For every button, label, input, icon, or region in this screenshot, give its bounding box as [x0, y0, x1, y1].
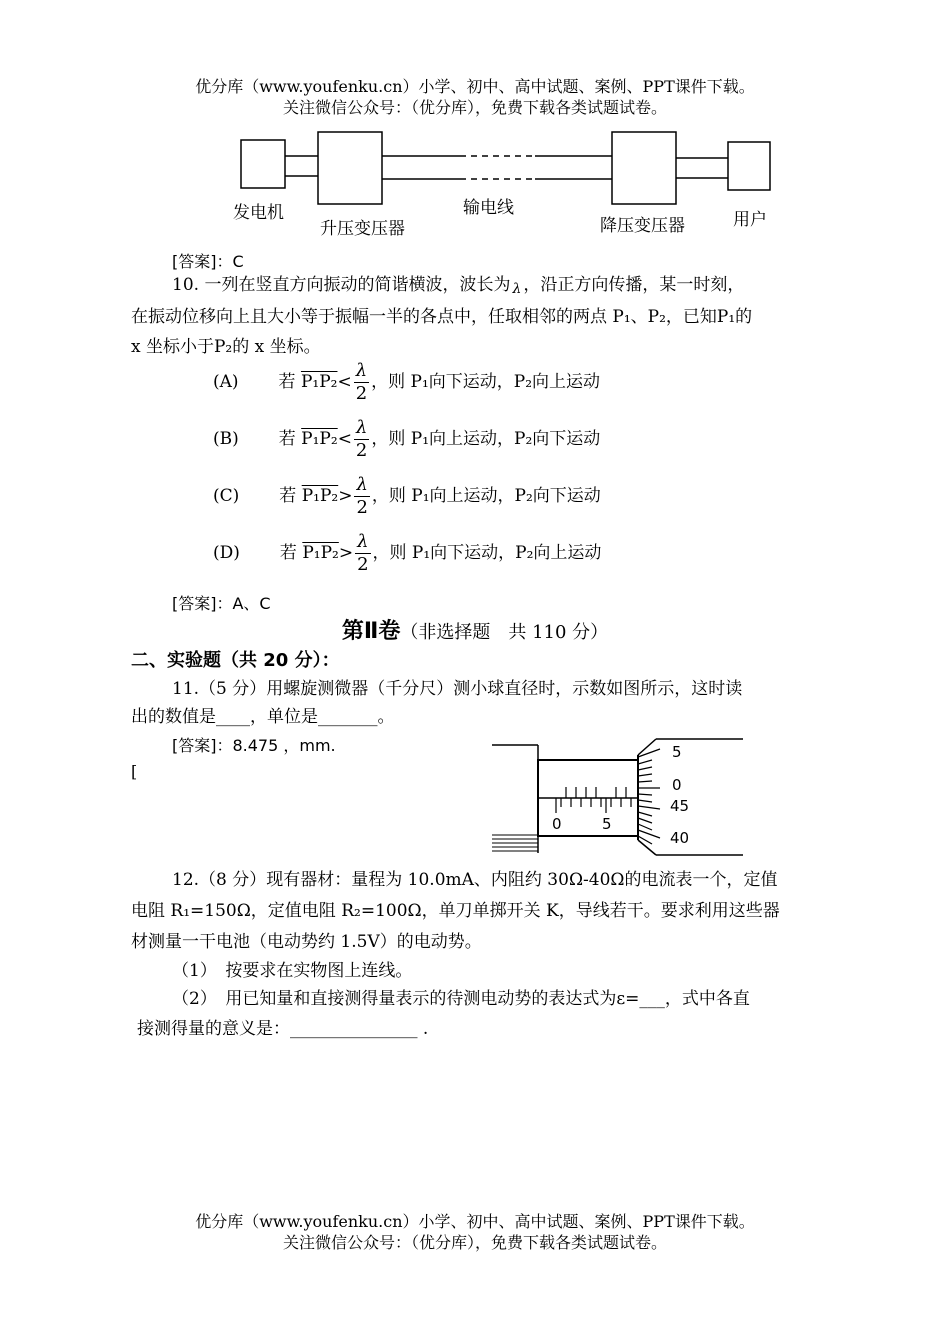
- thimble-label-45: 45: [670, 797, 690, 815]
- generator-box: [241, 140, 285, 188]
- q10-line-3: x 坐标小于P₂的 x 坐标。: [131, 337, 321, 357]
- q10-line-2: 在振动位移向上且大小等于振幅一半的各点中，任取相邻的两点 P₁、P₂，已知P₁的: [131, 307, 753, 327]
- section-2-heading: 二、实验题（共 20 分）：: [131, 650, 340, 671]
- q12-line-3: 材测量一干电池（电动势约 1.5V）的电动势。: [131, 932, 482, 952]
- sleeve-label-0: 0: [552, 815, 562, 833]
- q11-line-1: 11.（5 分）用螺旋测微器（千分尺）测小球直径时，示数如图所示，这时读: [172, 679, 743, 699]
- header-line-1: 优分库（www.youfenku.cn）小学、初中、高中试题、案例、PPT课件下载。: [195, 77, 755, 96]
- thimble-label-0: 0: [672, 776, 682, 794]
- q12-line-2: 电阻 R₁=150Ω，定值电阻 R₂=100Ω，单刀单掷开关 K，导线若干。要求利用这些器: [131, 901, 780, 921]
- q11-line-2: 出的数值是____，单位是_______。: [131, 707, 395, 727]
- q10-option-c: (C) 若 P₁P₂> $\frac{\lambda}{2}$ ，则 P₁向上运动，P₂向下运动: [213, 474, 601, 518]
- user-box: [728, 142, 770, 190]
- q11-bracket: [: [131, 762, 138, 781]
- q10-option-d: (D) 若 P₁P₂> $\frac{\lambda}{2}$ ，则 P₁向下运动，P₂向上运动: [213, 531, 602, 575]
- sleeve-label-5: 5: [602, 815, 612, 833]
- q11-answer: [答案]：8.475 ，mm.: [172, 736, 336, 755]
- part2-title: 第Ⅱ卷（非选择题 共 110 分）: [341, 619, 609, 644]
- q12-sub-2: （2） 用已知量和直接测得量表示的待测电动势的表达式为ε=___，式中各直: [172, 989, 750, 1009]
- q12-line-1: 12.（8 分）现有器材：量程为 10.0mA、内阻约 30Ω-40Ω的电流表一个，定值: [172, 870, 778, 890]
- q10-option-b: (B) 若 P₁P₂< $\frac{\lambda}{2}$ ，则 P₁向上运动，P₂向下运动: [213, 417, 601, 461]
- generator-label: 发电机: [233, 203, 284, 223]
- power-transmission-diagram: [230, 128, 790, 238]
- micrometer-diagram: [488, 735, 748, 857]
- step-up-label: 升压变压器: [320, 219, 405, 239]
- thimble-label-5: 5: [672, 743, 682, 761]
- q10-option-a: (A) 若 P₁P₂< $\frac{\lambda}{2}$ ，则 P₁向下运动，P₂向上运动: [213, 360, 601, 404]
- step-up-transformer-box: [318, 132, 382, 204]
- q10-answer: [答案]：A、C: [172, 594, 271, 613]
- transmission-line-label: 输电线: [463, 198, 514, 218]
- q10-line-1: 10. 一列在竖直方向振动的简谐横波，波长为 λ ，沿正方向传播，某一时刻，: [172, 275, 745, 297]
- footer-line-1: 优分库（www.youfenku.cn）小学、初中、高中试题、案例、PPT课件下载。: [195, 1212, 755, 1231]
- q12-sub-1: （1） 按要求在实物图上连线。: [172, 961, 413, 981]
- user-label: 用户: [733, 210, 767, 230]
- header-line-2: 关注微信公众号：（优分库），免费下载各类试题试卷。: [282, 98, 667, 117]
- footer-line-2: 关注微信公众号：（优分库），免费下载各类试题试卷。: [282, 1233, 667, 1252]
- step-down-transformer-box: [612, 132, 676, 204]
- q12-sub-2b: 接测得量的意义是：_______________ .: [137, 1019, 429, 1039]
- q9-answer: [答案]：C: [172, 252, 244, 271]
- thimble-label-40: 40: [670, 829, 690, 847]
- step-down-label: 降压变压器: [600, 216, 685, 236]
